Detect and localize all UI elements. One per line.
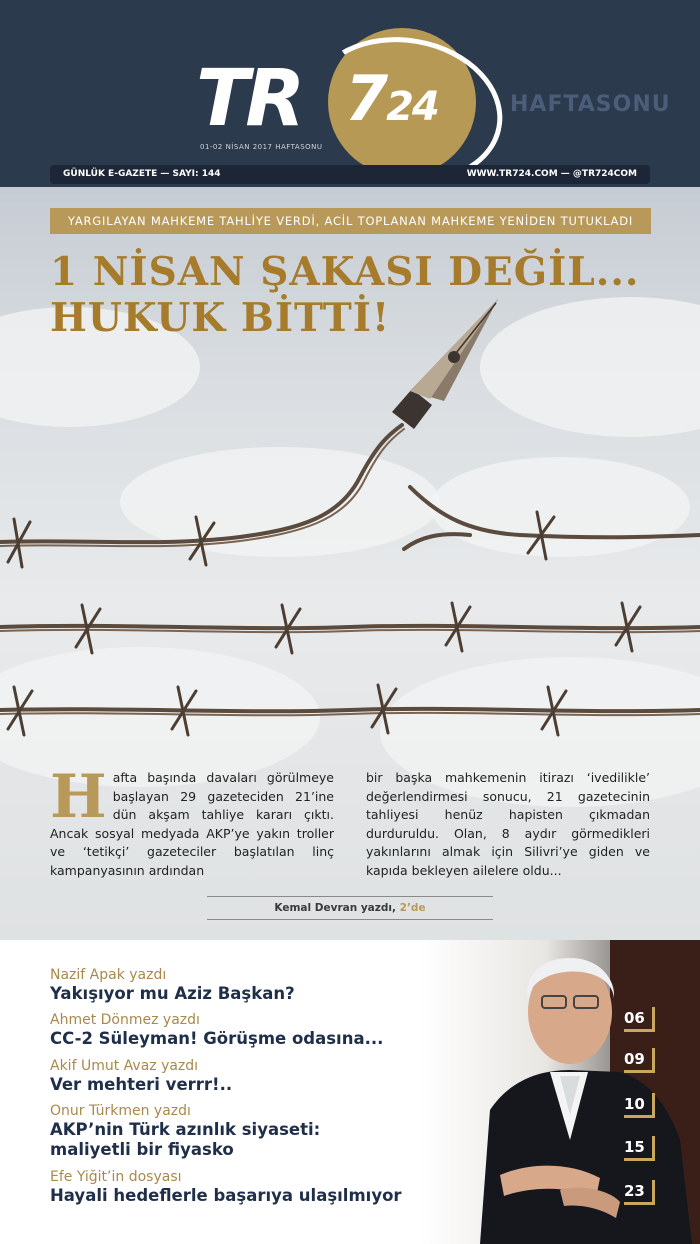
logo-24: 24 bbox=[386, 84, 438, 130]
toc-author: Onur Türkmen yazdı bbox=[50, 1103, 191, 1119]
toc-title: CC-2 Süleyman! Görüşme odasına... bbox=[50, 1029, 384, 1048]
issue-number: GÜNLÜK E-GAZETE — SAYI: 144 bbox=[63, 169, 221, 179]
cover-hero bbox=[0, 187, 700, 940]
article-column-1 bbox=[50, 762, 334, 880]
toc-page-number[interactable]: 06 bbox=[624, 1007, 655, 1032]
toc-item[interactable] bbox=[50, 1011, 383, 1049]
toc-title-line-2: maliyetli bir fiyasko bbox=[50, 1140, 234, 1159]
logo-tr: TR bbox=[196, 54, 302, 144]
cover-byline[interactable] bbox=[207, 896, 493, 920]
toc-page-number[interactable]: 23 bbox=[624, 1180, 655, 1205]
toc-item[interactable] bbox=[50, 966, 295, 1004]
table-of-contents bbox=[0, 940, 700, 1244]
logo-7: 7 bbox=[345, 62, 387, 135]
toc-author: Efe Yiğit’in dosyası bbox=[50, 1169, 182, 1185]
toc-title-line-1: AKP’nin Türk azınlık siyaseti: bbox=[50, 1120, 321, 1139]
byline-page: 2’de bbox=[399, 902, 426, 914]
website-link[interactable]: WWW.TR724.COM — @TR724COM bbox=[466, 169, 637, 179]
issue-date: 01-02 NİSAN 2017 HAFTASONU bbox=[200, 143, 323, 151]
toc-title: Ver mehteri verrr!.. bbox=[50, 1075, 233, 1094]
headline-line-2: HUKUK BİTTİ! bbox=[50, 295, 391, 341]
toc-author: Nazif Apak yazdı bbox=[50, 967, 167, 983]
toc-title: Yakışıyor mu Aziz Başkan? bbox=[50, 984, 295, 1003]
masthead bbox=[0, 0, 700, 187]
columnist-portrait bbox=[420, 940, 700, 1244]
article-column-2: bir başka mahkemenin itirazı ‘ivedilikle’ değerlendirmesi sonucu, 21 gazetecinin tahliyesi henüz hapisten çıkmadan durduruldu. Olan, 8 aydır görmedikleri yakınlarını almak için Silivri’ye giden ve kapıda bekleyen ailelere oldu... bbox=[366, 770, 650, 878]
cover-kicker: YARGILAYAN MAHKEME TAHLİYE VERDİ, ACİL TOPLANAN MAHKEME YENİDEN TUTUKLADI bbox=[50, 208, 651, 234]
toc-item[interactable] bbox=[50, 1057, 232, 1095]
drop-cap: H bbox=[50, 762, 107, 832]
toc-page-number[interactable]: 15 bbox=[624, 1136, 655, 1161]
toc-page-number[interactable]: 09 bbox=[624, 1048, 655, 1073]
toc-author: Ahmet Dönmez yazdı bbox=[50, 1012, 200, 1028]
toc-page-number[interactable]: 10 bbox=[624, 1093, 655, 1118]
article-text-1: afta başında davaları görülmeye başlayan 29 gazeteciden 21’ine dün akşam tahliye kararı çıktı. Ancak sosyal medyada AKP’ye yakın troller ve ‘tetikçi’ gazeteciler başlatılan linç kampanyasının ardından bbox=[50, 770, 334, 878]
toc-item[interactable] bbox=[50, 1102, 320, 1160]
byline-author: Kemal Devran yazdı, bbox=[274, 902, 396, 914]
edition-label: HAFTASONU bbox=[510, 92, 671, 117]
logo-724 bbox=[345, 62, 438, 135]
toc-item[interactable] bbox=[50, 1168, 402, 1206]
toc-author: Akif Umut Avaz yazdı bbox=[50, 1058, 199, 1074]
info-bar bbox=[50, 165, 650, 184]
toc-title: Hayali hedeflerle başarıya ulaşılmıyor bbox=[50, 1186, 402, 1205]
headline-line-1: 1 NİSAN ŞAKASI DEĞİL... bbox=[50, 249, 640, 295]
cover-headline bbox=[50, 249, 640, 341]
